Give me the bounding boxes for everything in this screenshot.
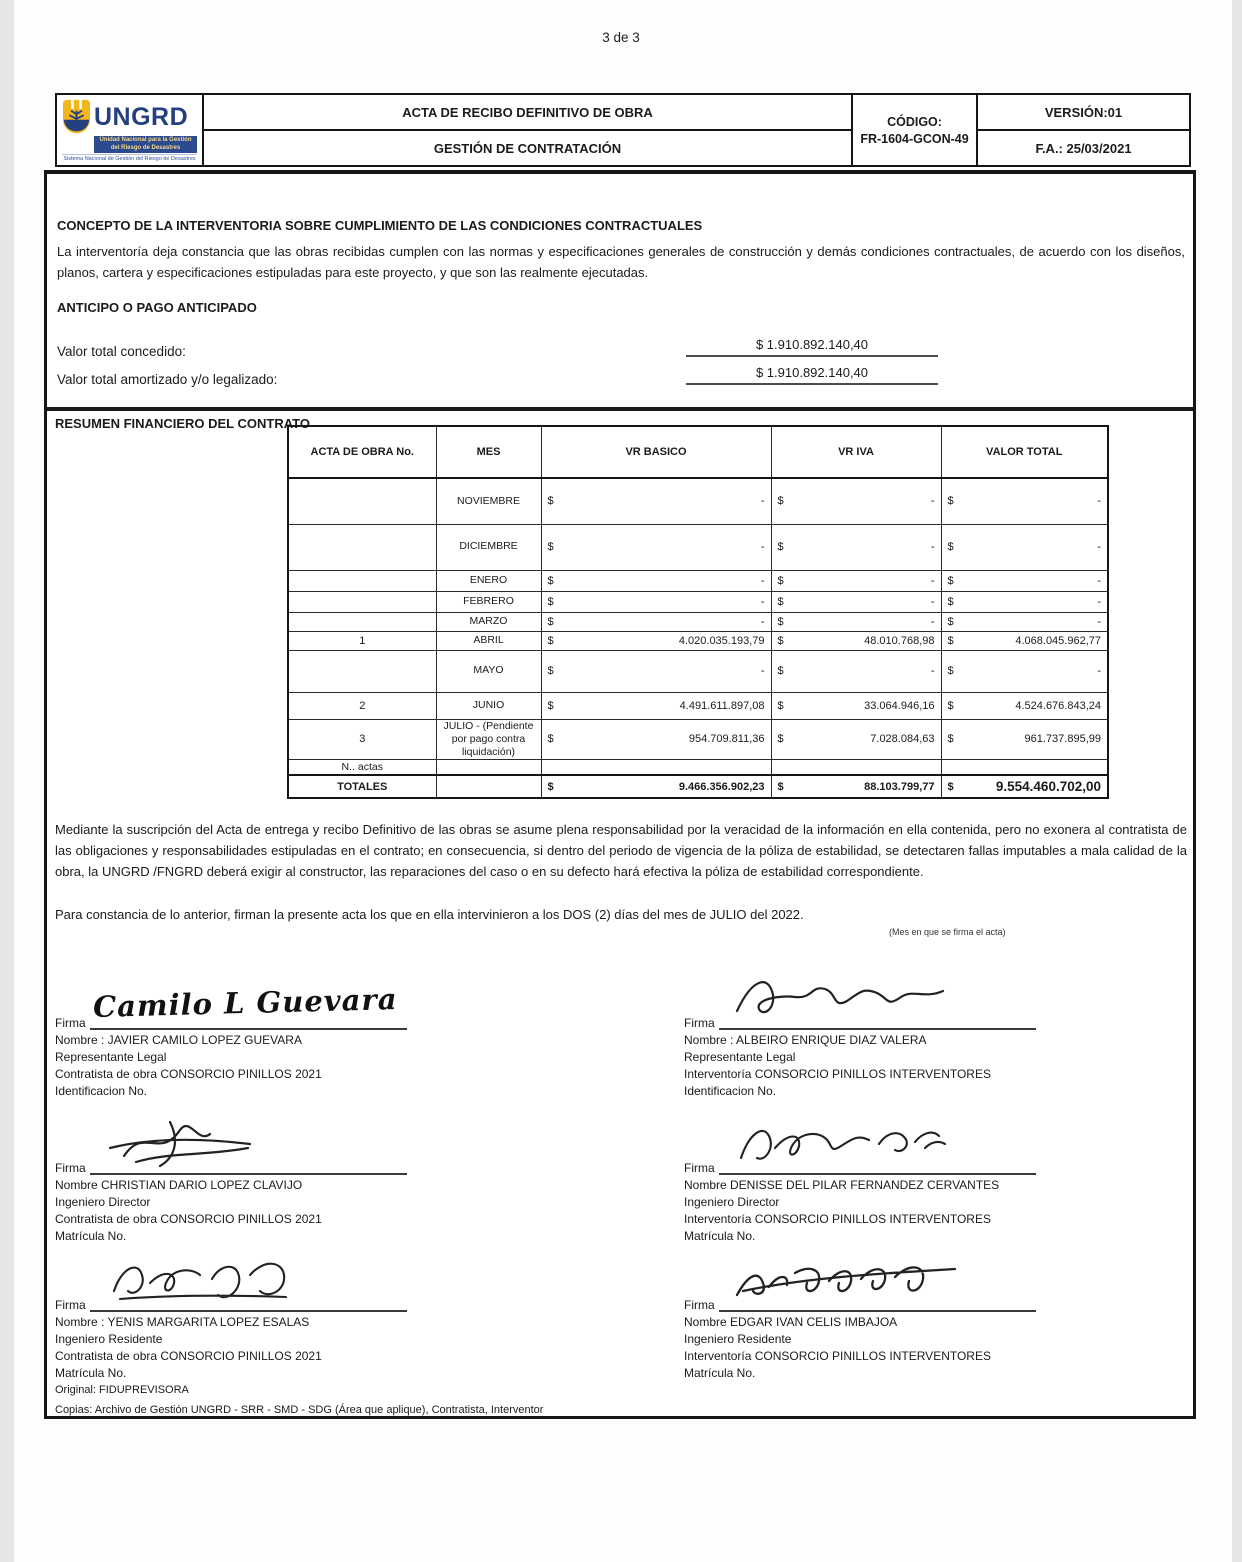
signatory-id: Matrícula No. <box>55 1229 127 1243</box>
financial-summary-table <box>287 425 1109 799</box>
signature-scribble <box>729 969 969 1024</box>
table-row: MAYO $ - $ - $ - <box>288 650 1108 692</box>
col-header-mes: MES <box>436 426 541 478</box>
signatory-id: Matrícula No. <box>55 1366 127 1380</box>
signature-scribble <box>100 1251 340 1306</box>
signatory-org: Interventoría CONSORCIO PINILLOS INTERVENTORES <box>684 1212 991 1226</box>
signatory-id: Identificacion No. <box>684 1084 777 1098</box>
table-row: 3 JULIO - (Pendiente por pago contra liquidación) $ 954.709.811,36 $ 7.028.084,63 $ 961.737.895,99 <box>288 719 1108 759</box>
scan-right-margin <box>1232 0 1242 1562</box>
concepto-heading: CONCEPTO DE LA INTERVENTORIA SOBRE CUMPLIMIENTO DE LAS CONDICIONES CONTRACTUALES <box>57 218 703 233</box>
signature-scribble <box>100 1114 340 1169</box>
signatory-id: Matrícula No. <box>684 1229 756 1243</box>
document-body <box>44 170 1196 1419</box>
signatory-org: Contratista de obra CONSORCIO PINILLOS 2021 <box>55 1067 322 1081</box>
signature-block <box>55 1246 407 1382</box>
table-row: ENERO $ - $ - $ - <box>288 570 1108 591</box>
firma-label: Firma <box>55 1298 86 1312</box>
firma-label: Firma <box>684 1298 715 1312</box>
signatory-name: Nombre : YENIS MARGARITA LOPEZ ESALAS <box>55 1315 310 1329</box>
signatory-name: Nombre CHRISTIAN DARIO LOPEZ CLAVIJO <box>55 1178 303 1192</box>
code-value: FR-1604-GCON-49 <box>860 131 969 146</box>
signature-block <box>55 964 407 1100</box>
signatory-org: Contratista de obra CONSORCIO PINILLOS 2021 <box>55 1212 322 1226</box>
footer-copias: Copias: Archivo de Gestión UNGRD - SRR - SMD - SDG (Área que aplique), Contratista, Interventor <box>55 1404 544 1416</box>
anticipo-heading: ANTICIPO O PAGO ANTICIPADO <box>57 300 257 315</box>
scan-left-margin <box>0 0 14 1562</box>
valor-concedido-value: $ 1.910.892.140,40 <box>686 337 938 357</box>
section-divider <box>47 407 1193 411</box>
signatory-role: Ingeniero Director <box>55 1195 151 1209</box>
col-header-iva: VR IVA <box>771 426 941 478</box>
signatory-role: Ingeniero Residente <box>684 1332 792 1346</box>
version-value: VERSIÓN:01 <box>978 95 1189 131</box>
fa-date: F.A.: 25/03/2021 <box>1035 140 1132 156</box>
firma-label: Firma <box>684 1161 715 1175</box>
constancia-line: Para constancia de lo anterior, firman la presente acta los que en ella intervinieron a los DOS (2) días del mes de JULIO del 2022. <box>55 907 804 922</box>
code-label: CÓDIGO: <box>887 114 942 129</box>
col-header-total: VALOR TOTAL <box>941 426 1108 478</box>
logo-acronym: UNGRD <box>94 102 189 131</box>
signature-block <box>684 1109 1036 1245</box>
valor-amortizado-label: Valor total amortizado y/o legalizado: <box>57 372 278 387</box>
table-row: MARZO $ - $ - $ - <box>288 612 1108 631</box>
handwritten-signature: Camilo L Guevara <box>92 982 398 1024</box>
concepto-paragraph: La interventoría deja constancia que las obras recibidas cumplen con las normas y especificaciones generales de construcción y demás condiciones contractuales, de acuerdo con los diseños, planos, cartera y especificaciones estipuladas para este proyecto, y que son las realmente ejecutadas. <box>57 244 1185 280</box>
signatory-name: Nombre : JAVIER CAMILO LOPEZ GUEVARA <box>55 1033 302 1047</box>
signatory-role: Representante Legal <box>684 1050 796 1064</box>
footer-original: Original: FIDUPREVISORA <box>55 1384 189 1396</box>
firma-label: Firma <box>55 1161 86 1175</box>
signatory-id: Matrícula No. <box>684 1366 756 1380</box>
resumen-heading: RESUMEN FINANCIERO DEL CONTRATO <box>55 416 310 431</box>
signatory-role: Representante Legal <box>55 1050 167 1064</box>
signatory-name: Nombre DENISSE DEL PILAR FERNANDEZ CERVANTES <box>684 1178 1000 1192</box>
firma-label: Firma <box>684 1016 715 1030</box>
signatory-role: Ingeniero Residente <box>55 1332 163 1346</box>
signature-block <box>684 1246 1036 1382</box>
signature-scribble <box>729 1251 979 1306</box>
form-title: ACTA DE RECIBO DEFINITIVO DE OBRA <box>204 95 851 131</box>
form-code-cell <box>851 95 978 165</box>
signatory-id: Identificacion No. <box>55 1084 148 1098</box>
col-header-basico: VR BASICO <box>541 426 771 478</box>
valor-amortizado-value: $ 1.910.892.140,40 <box>686 365 938 385</box>
mes-note: (Mes en que se firma el acta) <box>889 927 1006 937</box>
signature-block <box>684 964 1036 1100</box>
table-row: DICIEMBRE $ - $ - $ - <box>288 524 1108 570</box>
table-header-row <box>288 426 1108 478</box>
ungrd-shield-icon <box>62 99 91 135</box>
firma-label: Firma <box>55 1016 86 1030</box>
signatory-role: Ingeniero Director <box>684 1195 780 1209</box>
table-row: 2 JUNIO $ 4.491.611.897,08 $ 33.064.946,16 $ 4.524.676.843,24 <box>288 692 1108 719</box>
table-row: NOVIEMBRE $ - $ - $ - <box>288 478 1108 524</box>
form-version-cell <box>978 95 1189 165</box>
signature-block <box>55 1109 407 1245</box>
legal-paragraph: Mediante la suscripción del Acta de entrega y recibo Definitivo de las obras se asume plena responsabilidad por la veracidad de la información en ella contenida, pero no exonera al contratista de las obligaciones y responsabilidades estipuladas en el contrato; en consecuencia, si dentro del periodo de vigencia de la póliza de estabilidad, se detectaren fallas imputables a mala calidad de la obra, la UNGRD /FNGRD deberá exigir al constructor, las reparaciones del caso o en su defecto hará efectiva la póliza de estabilidad correspondiente. <box>55 822 1187 880</box>
signatory-name: Nombre : ALBEIRO ENRIQUE DIAZ VALERA <box>684 1033 927 1047</box>
table-totals-row: TOTALES $ 9.466.356.902,23 $ 88.103.799,77 $ 9.554.460.702,00 <box>288 775 1108 798</box>
table-row: N.. actas <box>288 759 1108 775</box>
form-header <box>55 93 1191 167</box>
form-subtitle: GESTIÓN DE CONTRATACIÓN <box>433 140 622 156</box>
table-row: 1 ABRIL $ 4.020.035.193,79 $ 48.010.768,98 $ 4.068.045.962,77 <box>288 631 1108 650</box>
ungrd-logo <box>57 95 204 165</box>
signatory-org: Contratista de obra CONSORCIO PINILLOS 2021 <box>55 1349 322 1363</box>
valor-concedido-label: Valor total concedido: <box>57 344 186 359</box>
signatory-name: Nombre EDGAR IVAN CELIS IMBAJOA <box>684 1315 898 1329</box>
signatory-org: Interventoría CONSORCIO PINILLOS INTERVENTORES <box>684 1067 991 1081</box>
form-title-cell <box>204 95 851 165</box>
page-indicator: 3 de 3 <box>602 30 640 45</box>
logo-tagline: Unidad Nacional para la Gestión del Riesgo de Desastres <box>94 136 197 152</box>
logo-subline: Sistema Nacional de Gestión del Riesgo de Desastres <box>63 155 196 162</box>
signature-scribble <box>729 1114 969 1169</box>
signatory-org: Interventoría CONSORCIO PINILLOS INTERVENTORES <box>684 1349 991 1363</box>
table-row: FEBRERO $ - $ - $ - <box>288 591 1108 612</box>
col-header-acta: ACTA DE OBRA No. <box>288 426 436 478</box>
